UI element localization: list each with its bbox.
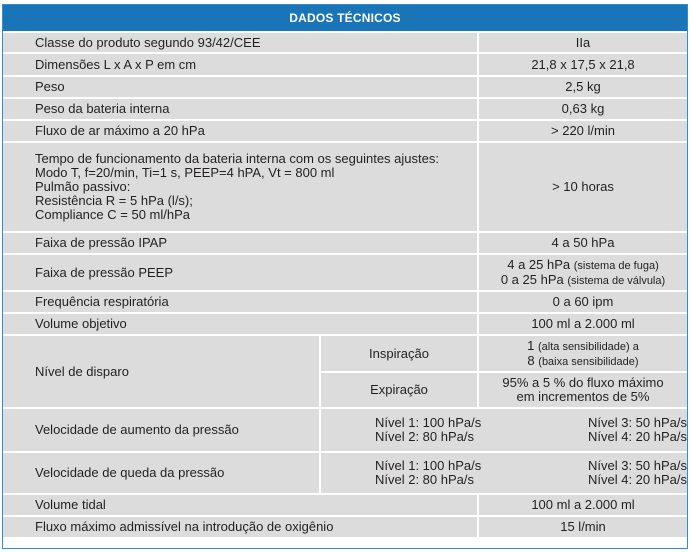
- row-label: Peso da bateria interna: [3, 99, 479, 121]
- peep-value: [479, 255, 687, 292]
- peep-note-leak: (sistema de fuga): [573, 259, 659, 272]
- ipap-value: 4 a 50 hPa: [479, 233, 687, 255]
- battery-conditions: [3, 143, 479, 233]
- table-row: [3, 121, 687, 143]
- rise-levels: [321, 409, 687, 453]
- row-value: 2,5 kg: [479, 77, 687, 99]
- rise-level-4: Nível 4: 20 hPa/s: [588, 429, 687, 444]
- trigger-insp-max-note: (baixa sensibilidade): [538, 355, 639, 368]
- rise-label: Velocidade de aumento da pressão: [3, 409, 321, 453]
- freq-label: Frequência respiratória: [3, 292, 479, 314]
- peep-label: Faixa de pressão PEEP: [3, 255, 479, 292]
- peep-range-valve: 0 a 25 hPa: [500, 271, 564, 287]
- battery-line: Modo T, f=20/min, Ti=1 s, PEEP=4 hPA, Vt = 800 ml: [35, 165, 335, 180]
- table-row: [3, 292, 687, 314]
- rise-level-2: Nível 2: 80 hPa/s: [375, 429, 474, 444]
- trigger-insp-value: [479, 336, 687, 373]
- table-row: [3, 495, 687, 517]
- freq-value: 0 a 60 ipm: [479, 292, 687, 314]
- trigger-exp-value: [479, 373, 687, 409]
- battery-value: > 10 horas: [479, 143, 687, 233]
- table-row: [3, 77, 687, 99]
- table-row: [3, 54, 687, 77]
- table-row-rise: [3, 409, 687, 453]
- table-row: [3, 517, 687, 537]
- fall-level-1: Nível 1: 100 hPa/s: [375, 458, 482, 473]
- trigger-exp-label: Expiração: [321, 373, 479, 409]
- table-row: [3, 255, 687, 292]
- battery-line: Resistência R = 5 hPa (l/s);: [35, 193, 193, 208]
- trigger-insp-min: 1: [527, 337, 535, 353]
- row-value: 21,8 x 17,5 x 21,8: [479, 54, 687, 77]
- battery-line: Compliance C = 50 ml/hPa: [35, 207, 190, 222]
- ipap-label: Faixa de pressão IPAP: [3, 233, 479, 255]
- trigger-insp-label: Inspiração: [321, 336, 479, 373]
- table-title: DADOS TÉCNICOS: [3, 5, 687, 33]
- trigger-label: Nível de disparo: [3, 336, 321, 409]
- trigger-exp-line: em incrementos de 5%: [516, 389, 650, 404]
- oxygen-label: Fluxo máximo admissível na introdução de oxigênio: [3, 517, 479, 537]
- table-row-trigger-insp: [3, 336, 687, 373]
- table-row: [3, 33, 687, 54]
- fall-levels: [321, 453, 687, 495]
- row-value: > 220 l/min: [479, 121, 687, 143]
- tidal-label: Volume tidal: [3, 495, 479, 517]
- row-value: 0,63 kg: [479, 99, 687, 121]
- peep-range-leak: 4 a 25 hPa: [507, 256, 571, 272]
- row-label: Dimensões L x A x P em cm: [3, 54, 479, 77]
- row-label: Classe do produto segundo 93/42/CEE: [3, 33, 479, 54]
- technical-data-table: [3, 5, 687, 537]
- table-row: [3, 233, 687, 255]
- fall-level-4: Nível 4: 20 hPa/s: [588, 472, 687, 487]
- fall-label: Velocidade de queda da pressão: [3, 453, 321, 495]
- tidal-value: 100 ml a 2.000 ml: [479, 495, 687, 517]
- table-row-battery: [3, 143, 687, 233]
- trigger-exp-line: 95% a 5 % do fluxo máximo: [502, 375, 664, 390]
- oxygen-value: 15 l/min: [479, 517, 687, 537]
- row-value: IIa: [479, 33, 687, 54]
- trigger-insp-min-note: (alta sensibilidade) a: [537, 340, 639, 353]
- peep-note-valve: (sistema de válvula): [567, 274, 666, 287]
- battery-line: Pulmão passivo:: [35, 179, 131, 194]
- row-label: Fluxo de ar máximo a 20 hPa: [3, 121, 479, 143]
- volume-objective-label: Volume objetivo: [3, 314, 479, 336]
- table-row-fall: [3, 453, 687, 495]
- row-label: Peso: [3, 77, 479, 99]
- fall-level-3: Nível 3: 50 hPa/s: [588, 458, 687, 473]
- table-row: [3, 314, 687, 336]
- rise-level-3: Nível 3: 50 hPa/s: [588, 415, 687, 430]
- fall-level-2: Nível 2: 80 hPa/s: [375, 472, 474, 487]
- battery-line: Tempo de funcionamento da bateria interna com os seguintes ajustes:: [35, 151, 439, 166]
- rise-level-1: Nível 1: 100 hPa/s: [375, 415, 482, 430]
- table-row: [3, 99, 687, 121]
- trigger-insp-max: 8: [527, 352, 535, 368]
- volume-objective-value: 100 ml a 2.000 ml: [479, 314, 687, 336]
